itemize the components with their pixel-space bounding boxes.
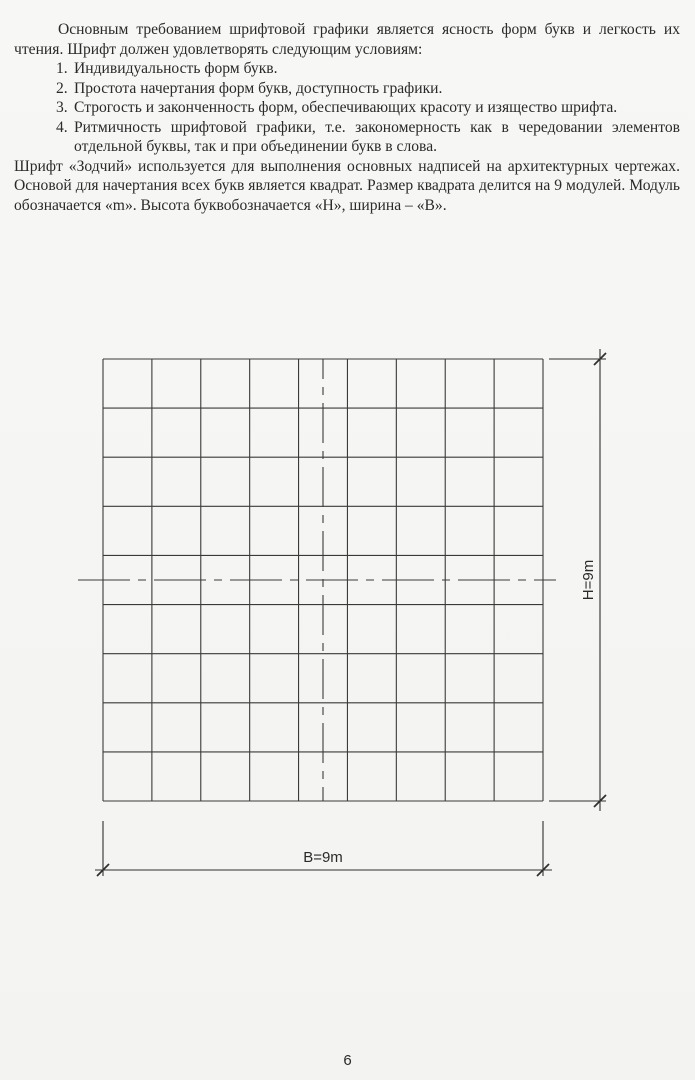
center-axis-lines	[78, 359, 556, 801]
width-dimension-label: B=9m	[303, 849, 343, 866]
list-item-number: 1.	[56, 60, 68, 77]
list-item	[14, 79, 680, 99]
list-item-text: Индивидуальность форм букв.	[74, 60, 278, 77]
description-paragraph: Шрифт «Зодчий» используется для выполнения основных надписей на архитектурных чертежах. Основой для начертания всех букв является квадрат. Размер квадрата делится на 9 модулей. Модуль обозначается «m». Высота буквобозначается «H», ширина – «B».	[14, 157, 680, 214]
module-grid-figure	[0, 340, 695, 900]
body-text	[14, 20, 680, 215]
list-item-text: Ритмичность шрифтовой графики, т.е. закономерность как в чередовании элементов отдельной буквы, так и при объединении букв в слова.	[74, 118, 680, 155]
requirements-list	[14, 59, 680, 157]
module-grid-diagram	[0, 340, 695, 900]
list-item-text: Простота начертания форм букв, доступность графики.	[74, 79, 443, 97]
list-item	[14, 59, 680, 79]
list-item-number: 3.	[56, 99, 68, 116]
list-item-text: Строгость и законченность форм, обеспечивающих красоту и изящество шрифта.	[74, 99, 618, 116]
page-number: 6	[343, 1052, 352, 1069]
dimension-lines	[95, 349, 606, 876]
list-item-number: 2.	[56, 79, 68, 97]
list-item	[14, 118, 680, 157]
height-dimension-label: H=9m	[580, 559, 597, 601]
list-item	[14, 98, 680, 118]
list-item-number: 4.	[56, 118, 68, 136]
intro-paragraph: Основным требованием шрифтовой графики является ясность форм букв и легкость их чтения. Шрифт должен удовлетворять следующим условиям:	[14, 21, 680, 58]
